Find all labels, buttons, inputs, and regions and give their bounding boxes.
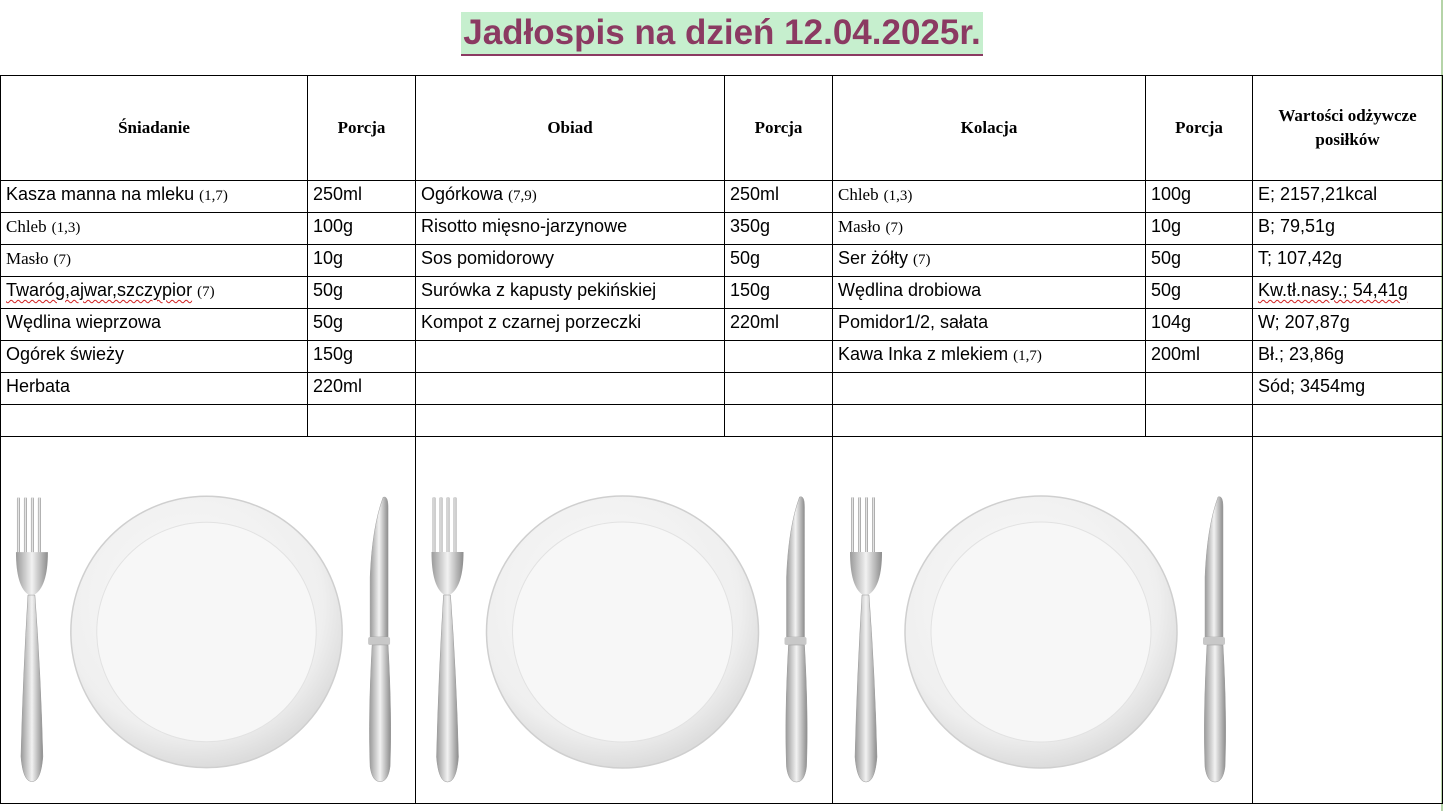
fork-icon [16,497,48,781]
dinner-portion [1146,213,1253,245]
breakfast-item [1,181,308,213]
breakfast-item [1,213,308,245]
lunch-portion [725,213,833,245]
header-breakfast: Śniadanie [1,76,308,181]
breakfast-item [1,277,308,309]
dinner-image [833,437,1253,804]
dinner-item [833,277,1146,309]
breakfast-portion [308,309,416,341]
dinner-portion [1146,181,1253,213]
dinner-item-allergens: (1,3) [883,188,913,204]
table-row [1,309,1443,341]
nutrition-value [1253,213,1443,245]
lunch-portion [725,277,833,309]
dinner-portion-text: 50g [1151,280,1182,300]
breakfast-portion [308,373,416,405]
table-row [1,373,1443,405]
dinner-portion [1146,341,1253,373]
knife-icon [785,497,808,782]
nutrition-value-text: Bł.; 23,86g [1258,344,1345,364]
menu-body [1,181,1443,437]
dinner-item [833,245,1146,277]
lunch-portion [725,341,833,373]
lunch-portion-text: 50g [730,248,761,268]
header-nutrition: Wartości odżywcze posiłków [1253,76,1443,181]
breakfast-item [1,341,308,373]
dinner-item-text: Chleb [838,185,879,204]
lunch-image [416,437,833,804]
breakfast-item [1,309,308,341]
dinner-item [833,181,1146,213]
header-portion-dinner: Porcja [1146,76,1253,181]
breakfast-item-text: Kasza manna na mleku [6,184,195,204]
place-setting-graphic [1,437,415,803]
dinner-item-text: Pomidor1/2, sałata [838,312,989,332]
lunch-portion-text: 220ml [730,312,780,332]
dinner-portion-text: 50g [1151,248,1182,268]
lunch-item [416,405,725,437]
nutrition-value-text: T; 107,42g [1258,248,1343,268]
breakfast-item-text: Herbata [6,376,71,396]
breakfast-image [1,437,416,804]
breakfast-portion-text: 250ml [313,184,363,204]
dinner-item-allergens: (7) [913,252,931,268]
breakfast-portion-text: 100g [313,216,354,236]
place-setting-lunch [416,437,832,803]
dinner-item-allergens: (7) [885,220,904,236]
breakfast-portion [308,213,416,245]
header-row [1,76,1443,181]
dinner-portion-text: 200ml [1151,344,1201,364]
knife-icon [1203,497,1226,782]
table-row [1,245,1443,277]
breakfast-item-allergens: (7) [197,284,215,300]
lunch-portion-text: 150g [730,280,771,300]
nutrition-value-text: W; 207,87g [1258,312,1350,332]
nutrition-value [1253,277,1443,309]
page-title: Jadłospis na dzień 12.04.2025r. [461,12,983,56]
dinner-portion-text: 10g [1151,216,1182,236]
dinner-item-text: Kawa Inka z mlekiem [838,344,1009,364]
nutrition-value [1253,341,1443,373]
lunch-item-text: Kompot z czarnej porzeczki [421,312,642,332]
lunch-portion-text: 350g [730,216,771,236]
dinner-item-text: Masło [838,217,881,236]
nutrition-value [1253,405,1443,437]
fork-icon [432,497,464,782]
nutrition-value-text: B; 79,51g [1258,216,1336,236]
breakfast-portion-text: 50g [313,312,344,332]
breakfast-portion [308,181,416,213]
breakfast-item-allergens: (1,3) [51,220,81,236]
knife-icon [368,497,391,782]
nutrition-value [1253,309,1443,341]
breakfast-item-allergens: (1,7) [199,188,228,204]
dinner-portion-text: 104g [1151,312,1192,332]
lunch-portion [725,181,833,213]
fork-icon [850,497,882,782]
lunch-portion-text: 250ml [730,184,780,204]
breakfast-portion [308,341,416,373]
dinner-item [833,213,1146,245]
breakfast-item-text: Masło [6,249,49,268]
plate-icon [71,496,342,767]
breakfast-item [1,405,308,437]
breakfast-item-text: Ogórek świeży [6,344,125,364]
table-row [1,341,1443,373]
lunch-item [416,341,725,373]
dinner-item-text: Wędlina drobiowa [838,280,982,300]
breakfast-item-text: Twaróg,ajwar,szczypior [6,280,193,300]
lunch-portion [725,309,833,341]
dinner-portion [1146,245,1253,277]
place-setting-dinner [833,437,1252,803]
nutrition-value-text: Sód; 3454mg [1258,376,1366,396]
table-row [1,405,1443,437]
lunch-item-text: Sos pomidorowy [421,248,555,268]
menu-table [0,75,1443,804]
header-portion-lunch: Porcja [725,76,833,181]
place-setting-breakfast [1,437,415,803]
plate-icon [487,496,759,768]
dinner-item-text: Ser żółty [838,248,909,268]
nutrition-value [1253,245,1443,277]
dinner-portion-text: 100g [1151,184,1192,204]
dinner-item [833,373,1146,405]
dinner-item [833,405,1146,437]
breakfast-portion-text: 10g [313,248,344,268]
breakfast-portion [308,277,416,309]
lunch-item [416,181,725,213]
lunch-item [416,309,725,341]
table-row [1,181,1443,213]
lunch-item [416,213,725,245]
header-portion-breakfast: Porcja [308,76,416,181]
plate-icon [905,496,1177,768]
nutrition-value-text: E; 2157,21kcal [1258,184,1378,204]
lunch-portion [725,373,833,405]
table-row [1,277,1443,309]
lunch-item [416,277,725,309]
breakfast-portion [308,405,416,437]
breakfast-item [1,245,308,277]
breakfast-item-text: Wędlina wieprzowa [6,312,162,332]
breakfast-item-text: Chleb [6,217,47,236]
dinner-item-allergens: (1,7) [1013,348,1042,364]
lunch-item-text: Risotto mięsno-jarzynowe [421,216,628,236]
nutrition-value [1253,373,1443,405]
dinner-portion [1146,405,1253,437]
title-wrap [0,12,1444,56]
lunch-portion [725,405,833,437]
breakfast-portion-text: 220ml [313,376,363,396]
lunch-item-text: Surówka z kapusty pekińskiej [421,280,657,300]
dinner-portion [1146,309,1253,341]
header-dinner: Kolacja [833,76,1146,181]
place-setting-graphic [833,437,1252,803]
nutrition-value [1253,181,1443,213]
table-row [1,213,1443,245]
lunch-item [416,373,725,405]
breakfast-portion [308,245,416,277]
dinner-item [833,341,1146,373]
dinner-portion [1146,277,1253,309]
dinner-item [833,309,1146,341]
dinner-portion [1146,373,1253,405]
nutrition-image-cell [1253,437,1443,804]
breakfast-portion-text: 150g [313,344,354,364]
lunch-item-text: Ogórkowa [421,184,504,204]
breakfast-portion-text: 50g [313,280,344,300]
image-row [1,437,1443,804]
place-setting-graphic [416,437,832,803]
lunch-portion [725,245,833,277]
header-lunch: Obiad [416,76,725,181]
lunch-item-allergens: (7,9) [508,188,537,204]
lunch-item [416,245,725,277]
breakfast-item [1,373,308,405]
breakfast-item-allergens: (7) [53,252,72,268]
nutrition-value-text: Kw.tł.nasy.; 54,41g [1258,280,1408,300]
